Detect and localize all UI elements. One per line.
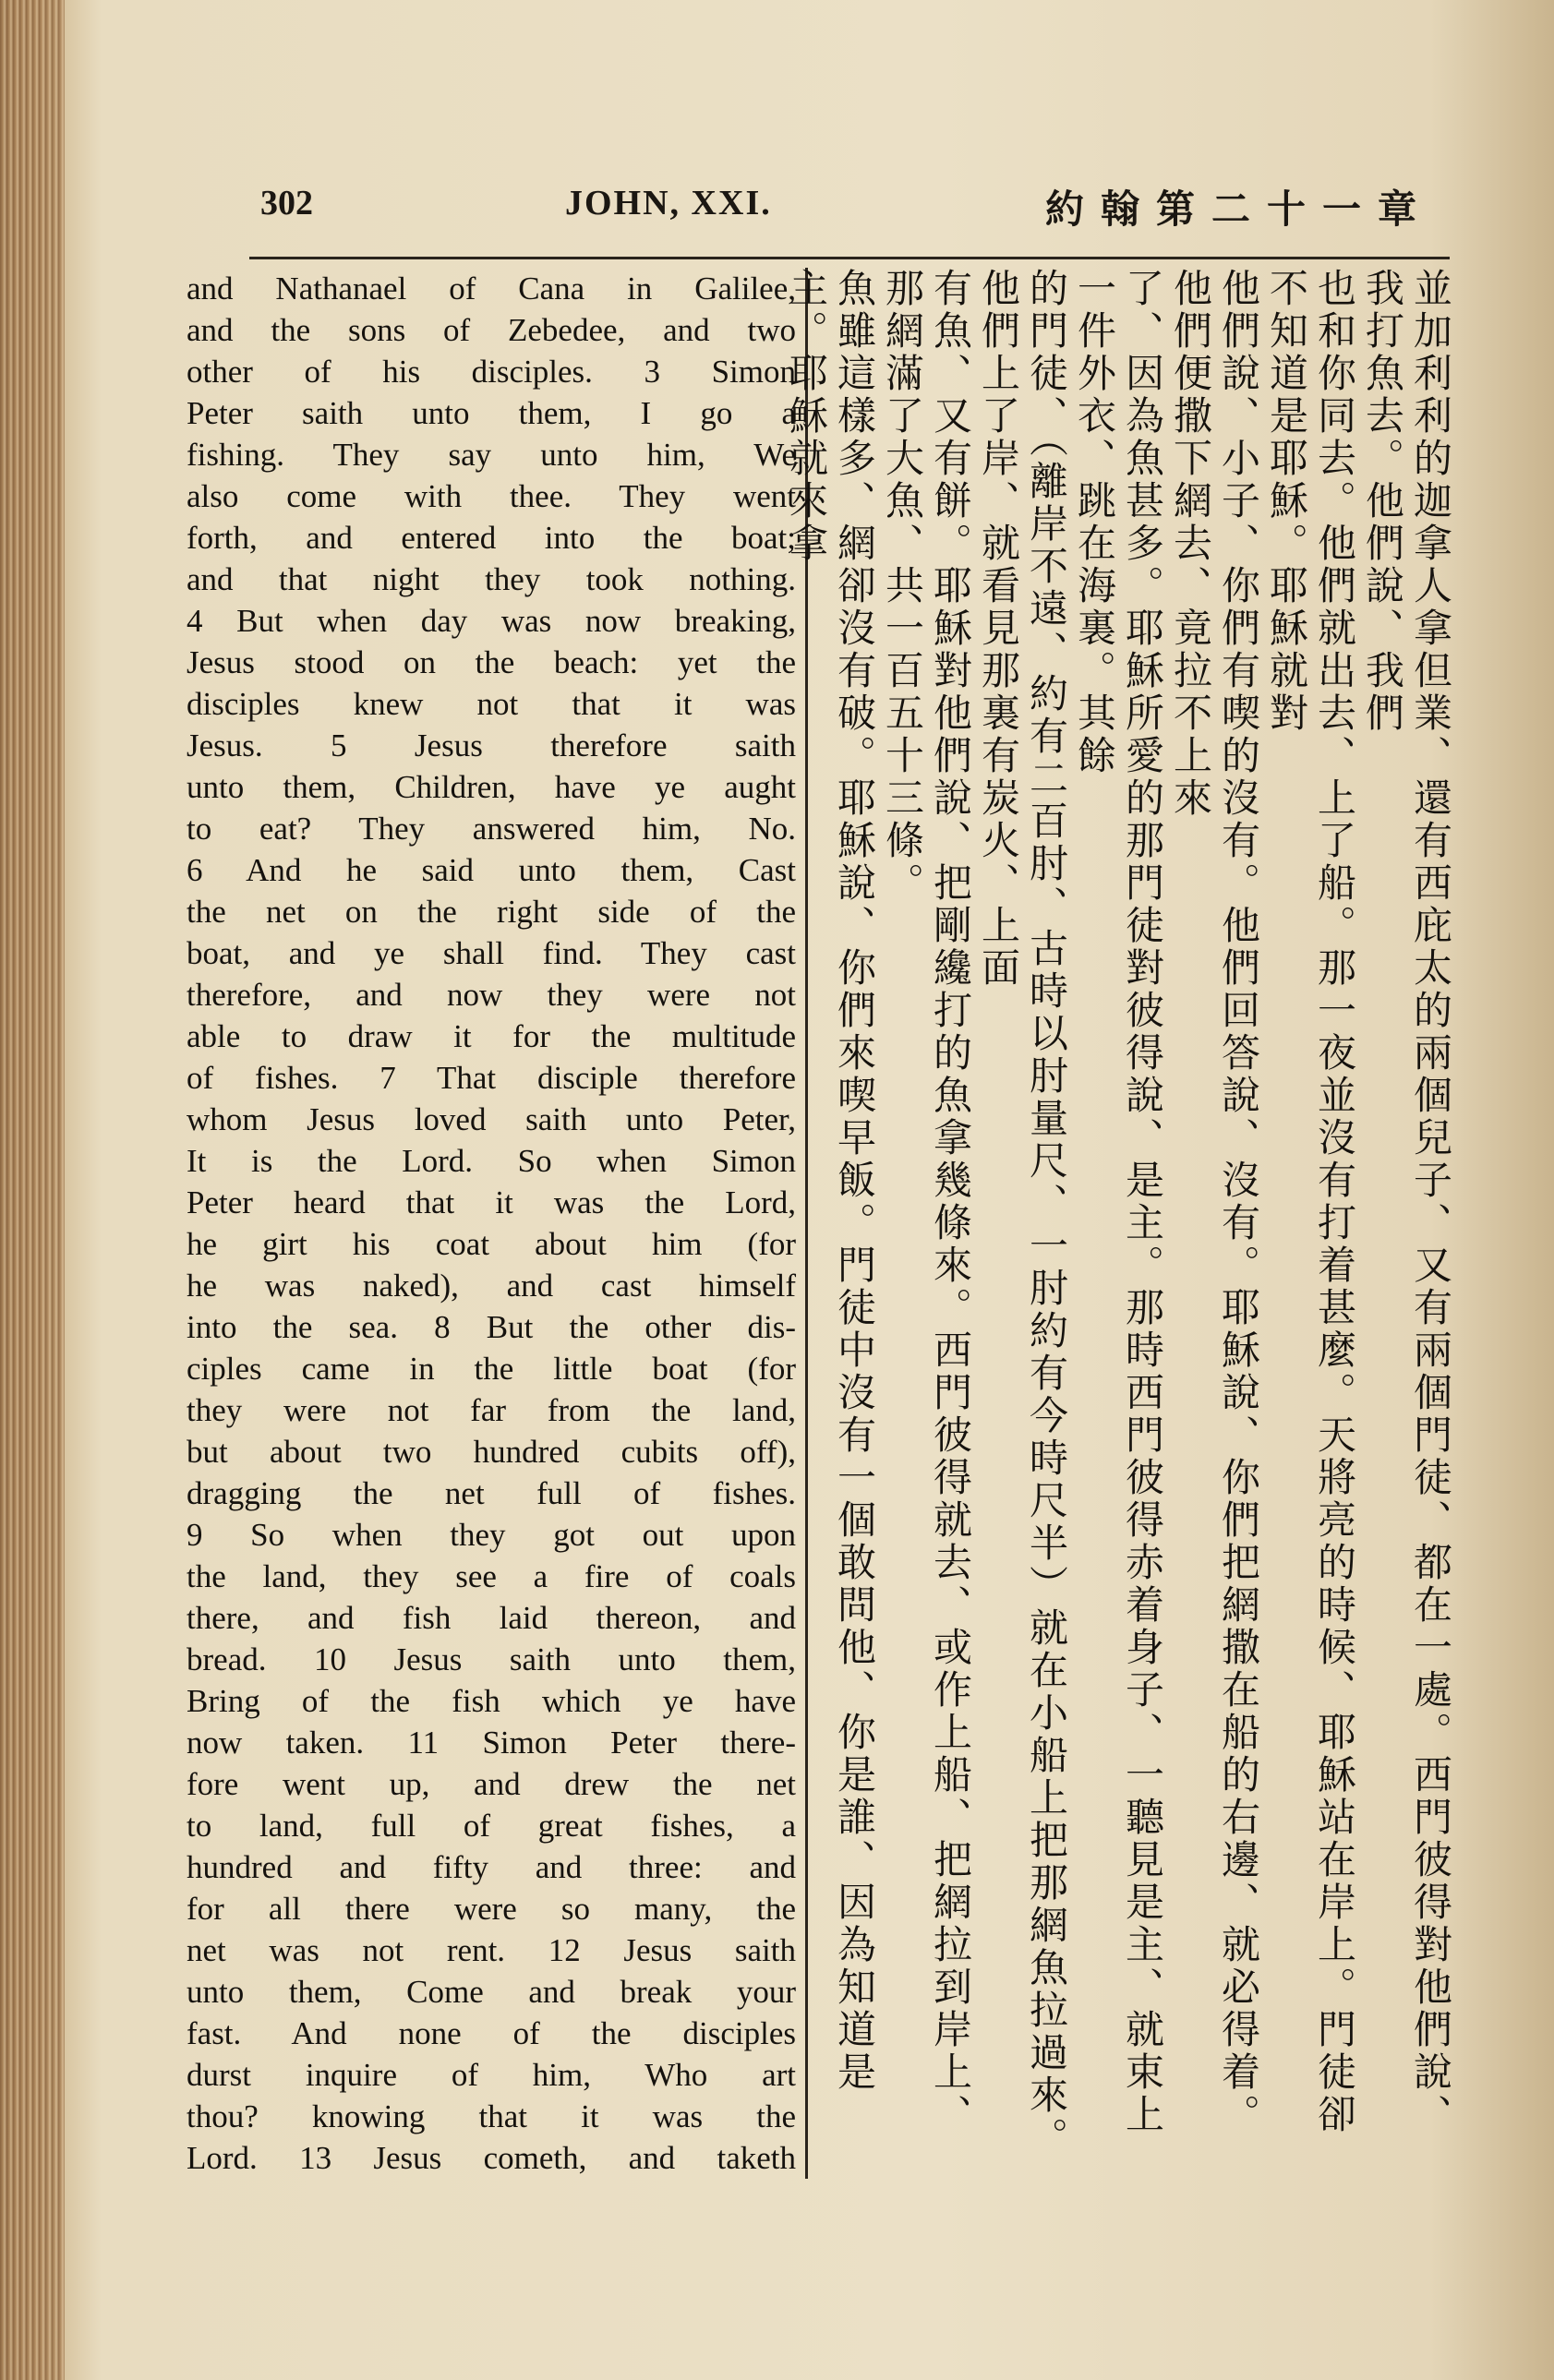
english-line: disciples knew not that it was [187,686,796,722]
english-line: ciples came in the little boat (for [187,1351,796,1387]
running-head: JOHN, XXI. [565,184,772,222]
english-line: therefore, and now they were not [187,977,796,1013]
chinese-running-head: 約翰第二十一章 [1044,186,1433,232]
english-line: of fishes. 7 That disciple therefore [187,1060,796,1096]
english-line: fore went up, and drew the net [187,1766,796,1802]
english-line: fast. And none of the disciples [187,2015,796,2051]
chinese-text-line: 了、因為魚甚多。耶穌所愛的那門徒對彼得說、是主。那時西門彼得赤着身子、一聽見是主、就束上一件外衣、跳在海裏。其餘 [1072,268,1165,2136]
english-line: unto them, Come and break your [187,1974,796,2010]
chinese-text-line: 的門徒、（離岸不遠、約有二百肘、古時以肘量尺、一肘約有今時尺半）就在小船上把那網魚拉過來。他們上了岸、就看見那裏有炭火、上面 [976,268,1069,2159]
english-line: Peter heard that it was the Lord, [187,1184,796,1220]
english-line: and Nathanael of Cana in Galilee, [187,270,796,307]
english-line: dragging the net full of fishes. [187,1475,796,1511]
english-line: the land, they see a fire of coals [187,1558,796,1594]
english-line: hundred and fifty and three: and [187,1849,796,1885]
english-line: also come with thee. They went [187,478,796,514]
english-line: and the sons of Zebedee, and two [187,312,796,348]
page-number: 302 [260,184,313,222]
english-line: but about two hundred cubits off), [187,1434,796,1470]
page-header [194,175,1440,240]
english-text-column [187,268,796,2188]
chinese-text-line: 魚雖這樣多、網卻沒有破。耶穌說、你們來喫早飯。門徒中沒有一個敢問他、你是誰、因為知道是主。耶穌就來拿 [784,268,877,2094]
english-line: Jesus. 5 Jesus therefore saith [187,727,796,763]
english-line: to land, full of great fishes, a [187,1808,796,1844]
english-line: boat, and ye shall find. They cast [187,935,796,971]
chinese-text-line: 並加利利的迦拿人拿但業、還有西庇太的兩個兒子、又有兩個門徒、都在一處。西門彼得對他們說、我打魚去。他們說、我們 [1360,268,1453,2136]
english-line: to eat? They answered him, No. [187,811,796,847]
chinese-text-line: 有魚、又有餅。耶穌對他們說、把剛纔打的魚拿幾條來。西門彼得就去、或作上船、把網拉到岸上、那網滿了大魚、共一百五十三條。 [880,268,973,2136]
english-line: Bring of the fish which ye have [187,1683,796,1719]
english-line: into the sea. 8 But the other dis- [187,1309,796,1345]
english-line: unto them, Children, have ye aught [187,769,796,805]
chinese-text-line: 他們說、小子、你們有喫的沒有。他們回答說、沒有。耶穌說、你們把網撒在船的右邊、就必得着。他們便撒下網去、竟拉不上來 [1168,268,1261,2136]
chinese-text-line: 也和你同去。他們就出去、上了船。那一夜並沒有打着甚麼。天將亮的時候、耶穌站在岸上。門徒卻不知道是耶穌。耶穌就對 [1264,268,1357,2136]
english-line: the net on the right side of the [187,894,796,930]
english-line: fishing. They say unto him, We [187,437,796,473]
english-line: forth, and entered into the boat; [187,520,796,556]
english-line: he was naked), and cast himself [187,1268,796,1304]
english-line: Peter saith unto them, I go a [187,395,796,431]
english-line: Jesus stood on the beach: yet the [187,644,796,680]
english-line: and that night they took nothing. [187,561,796,597]
english-line: there, and fish laid thereon, and [187,1600,796,1636]
english-line: thou? knowing that it was the [187,2098,796,2134]
header-rule [249,257,1450,259]
english-line: bread. 10 Jesus saith unto them, [187,1641,796,1677]
english-line: 6 And he said unto them, Cast [187,852,796,888]
chinese-text-column [784,268,1454,2160]
english-line: whom Jesus loved saith unto Peter, [187,1101,796,1137]
english-line: 9 So when they got out upon [187,1517,796,1553]
english-line: other of his disciples. 3 Simon [187,354,796,390]
page-edges [0,0,65,2380]
english-line: now taken. 11 Simon Peter there- [187,1725,796,1761]
english-line: he girt his coat about him (for [187,1226,796,1262]
english-line: 4 But when day was now breaking, [187,603,796,639]
english-line: for all there were so many, the [187,1891,796,1927]
english-line: net was not rent. 12 Jesus saith [187,1932,796,1968]
english-line: they were not far from the land, [187,1392,796,1428]
english-line: able to draw it for the multitude [187,1018,796,1054]
english-line: Lord. 13 Jesus cometh, and taketh [187,2140,796,2176]
english-line: It is the Lord. So when Simon [187,1143,796,1179]
english-line: durst inquire of him, Who art [187,2057,796,2093]
